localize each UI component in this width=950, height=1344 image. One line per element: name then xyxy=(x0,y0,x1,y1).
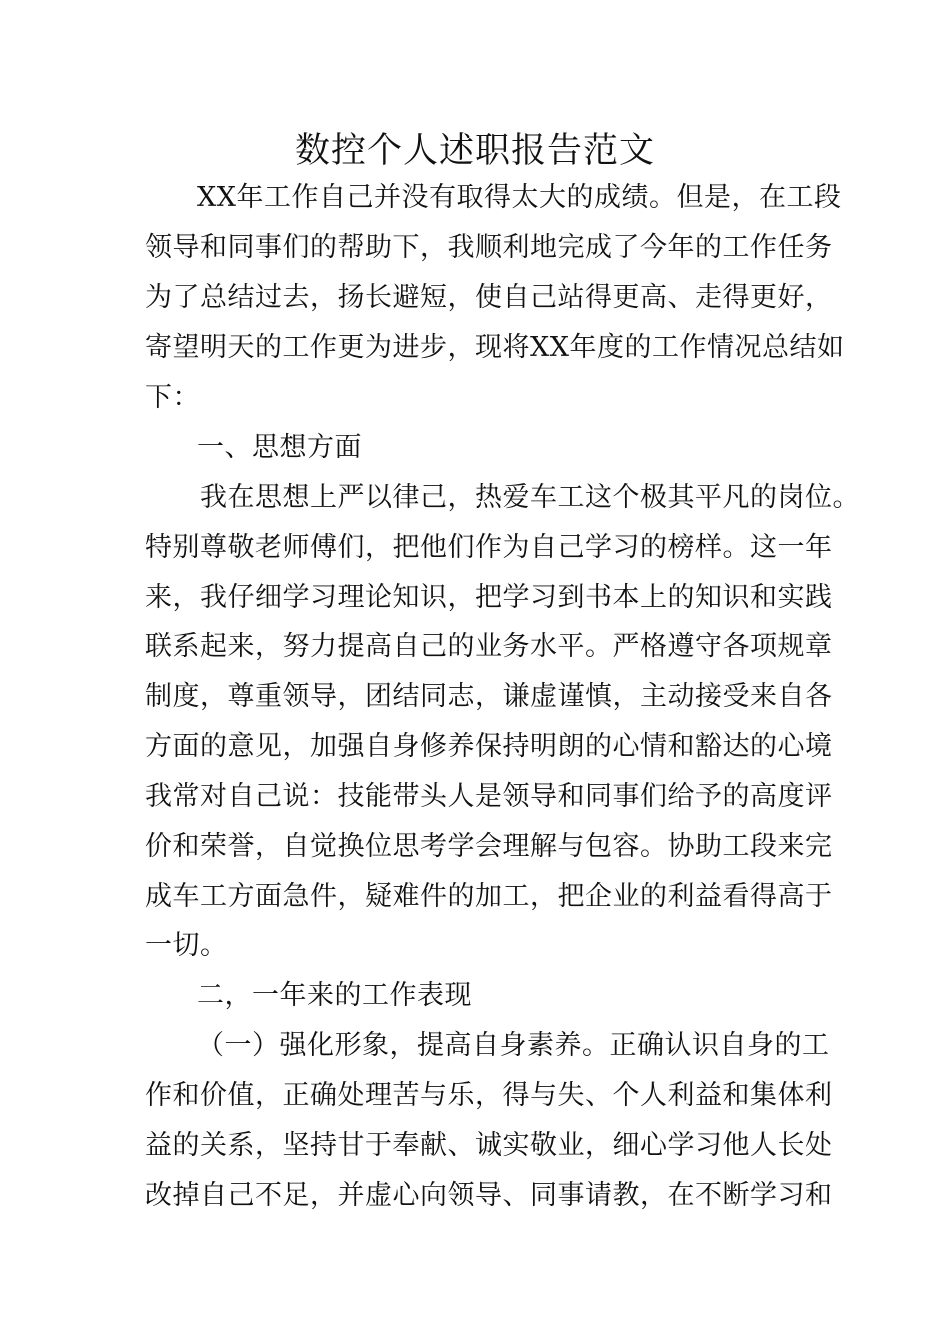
body-line: （一）强化形象，提高自身素养。正确认识自身的工 xyxy=(197,1030,830,1061)
body-line: 益的关系，坚持甘于奉献、诚实敬业，细心学习他人长处 xyxy=(145,1130,833,1161)
body-line: 领导和同事们的帮助下，我顺利地完成了今年的工作任务 xyxy=(145,232,833,263)
body-line: 寄望明天的工作更为进步，现将XX年度的工作情况总结如 xyxy=(145,332,845,363)
body-line: 我在思想上严以律己，热爱车工这个极其平凡的岗位。 xyxy=(200,482,860,513)
body-line: 价和荣誉，自觉换位思考学会理解与包容。协助工段来完 xyxy=(145,831,833,862)
body-line: 制度，尊重领导，团结同志，谦虚谨慎，主动接受来自各 xyxy=(145,681,833,712)
document-title: 数控个人述职报告范文 xyxy=(294,131,655,171)
body-line: 为了总结过去，扬长避短，使自己站得更高、走得更好， xyxy=(145,282,833,313)
body-line: 作和价值，正确处理苦与乐，得与失、个人利益和集体利 xyxy=(145,1080,833,1111)
body-line: 我常对自己说：技能带头人是领导和同事们给予的高度评 xyxy=(145,781,833,812)
body-line: 特别尊敬老师傅们，把他们作为自己学习的榜样。这一年 xyxy=(145,532,833,563)
section-heading: 一、思想方面 xyxy=(197,432,362,463)
body-line: XX年工作自己并没有取得太大的成绩。但是，在工段 xyxy=(197,182,842,213)
body-line: 改掉自己不足，并虚心向领导、同事请教，在不断学习和 xyxy=(145,1180,833,1211)
body-line: 方面的意见，加强自身修养保持明朗的心情和豁达的心境 xyxy=(145,731,833,762)
body-line: 联系起来，努力提高自己的业务水平。严格遵守各项规章 xyxy=(145,631,833,662)
body-line: 成车工方面急件，疑难件的加工，把企业的利益看得高于 xyxy=(145,881,833,912)
body-line: 一切。 xyxy=(145,930,228,961)
section-heading: 二，一年来的工作表现 xyxy=(197,980,472,1011)
body-line: 下： xyxy=(145,382,200,413)
body-line: 来，我仔细学习理论知识，把学习到书本上的知识和实践 xyxy=(145,582,833,613)
